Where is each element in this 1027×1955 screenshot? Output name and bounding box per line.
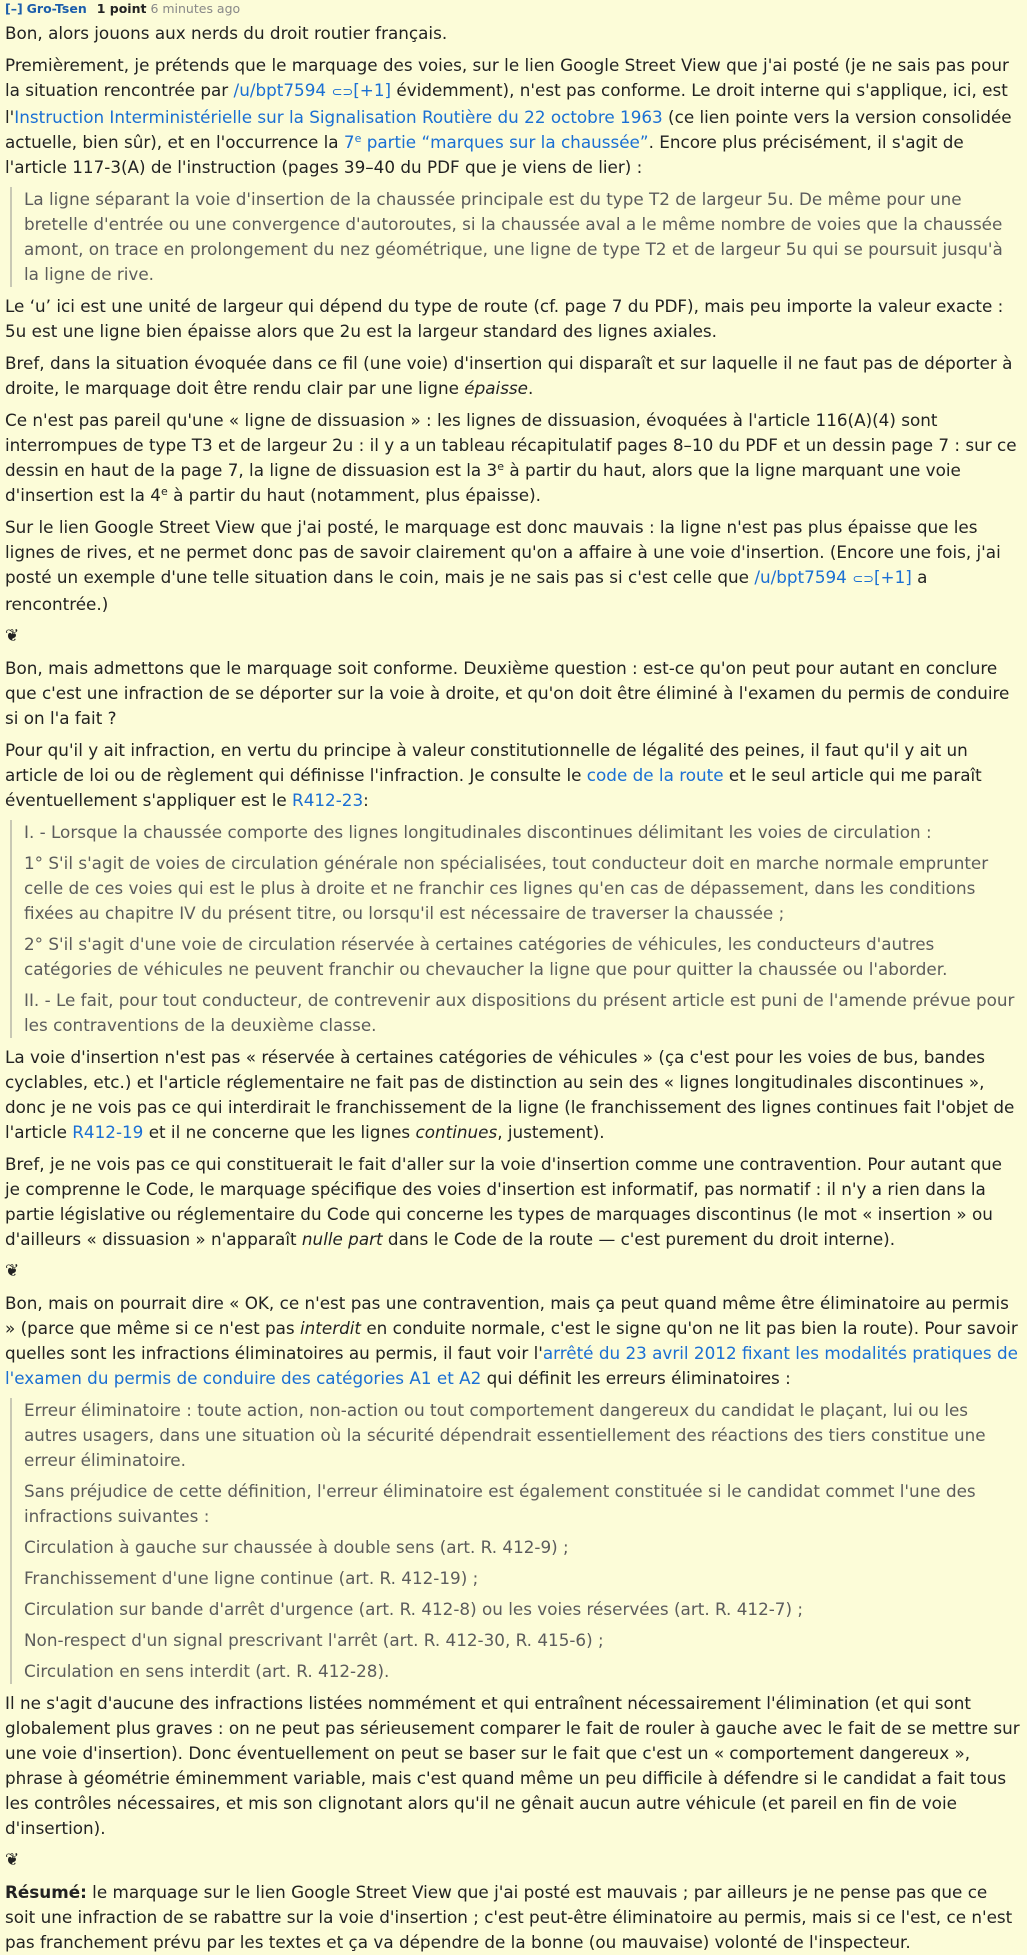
paragraph: Bon, alors jouons aux nerds du droit routier français. — [5, 23, 448, 43]
paragraph: Bon, mais admettons que le marquage soit conforme. Deuxième question : est-ce qu'on peut pour autant en conclure que c'est une infraction de se déporter sur la voie à droite, et qu'on doit être éliminé à l'examen du permis de conduire si on l'a fait ? — [5, 658, 1010, 728]
paragraph: Le ‘u’ ici est une unité de largeur qui dépend du type de route (cf. page 7 du PDF), mais peu importe la valeur exacte : 5u est une ligne bien épaisse alors que 2u est la largeur standard des lignes axiales. — [5, 296, 1004, 341]
paragraph: Pour qu'il y ait infraction, en vertu du principe à valeur constitutionnelle de légalité des peines, il faut qu'il y ait un article de loi ou de règlement qui définisse l'infraction. Je consulte le code de la route et le seul article qui me paraît éventuellement s'appliquer est le R412-23: — [5, 740, 982, 810]
fleuron-separator: ❦ — [5, 1850, 20, 1870]
tag-icon[interactable]: ⊂⊃ — [852, 572, 874, 587]
quote-paragraph: 2° S'il s'agit d'une voie de circulation réservée à certaines catégories de véhicules, les conducteurs d'autres catégories de véhicules ne peuvent franchir ou chevaucher la ligne que pour quitter la chaussée ou l'aborder. — [24, 934, 948, 979]
vote-tag-link[interactable]: [+1] — [874, 567, 912, 587]
quote-paragraph: 1° S'il s'agit de voies de circulation générale non spécialisées, tout conducteur doit en marche normale emprunter celle de ces voies qui est le plus à droite et ne franchir ces lignes qu'en cas de dépassement, dans les conditions fixées au chapitre IV du présent titre, ou lorsqu'il est nécessaire de traverser la chaussée ; — [24, 853, 989, 923]
paragraph: Bref, dans la situation évoquée dans ce fil (une voie) d'insertion qui disparaît et sur laquelle il ne faut pas de déporter à droite, le marquage doit être rendu clair par une ligne épaisse. — [5, 353, 1013, 398]
quote-paragraph: I. - Lorsque la chaussée comporte des lignes longitudinales discontinues délimitant les voies de circulation : — [24, 822, 932, 842]
score: 1 point — [96, 1, 147, 16]
paragraph: Il ne s'agit d'aucune des infractions listées nommément et qui entraînent nécessairement l'élimination (et qui sont globalement plus graves : on ne peut pas sérieusement comparer le fait de rouler à gauche avec le fait de se mettre sur une voie d'insertion). Donc éventuellement on peut se baser sur le fait que c'est un « comportement dangereux », phrase à géométrie éminemment variable, mais c'est quand même un peu difficile à défendre si le candidat a fait tous les contrôles nécessaires, et mis son clignotant alors qu'il ne gênait aucun autre véhicule (et pareil en fin de voie d'insertion). — [5, 1693, 1020, 1838]
author-link[interactable]: Gro-Tsen — [26, 1, 87, 16]
fleuron-separator: ❦ — [5, 1261, 20, 1281]
quote-paragraph: Sans préjudice de cette définition, l'erreur éliminatoire est également constituée si le candidat commet l'une des infractions suivantes : — [24, 1481, 976, 1526]
quote-block — [10, 187, 1022, 287]
user-link[interactable]: /u/bpt7594 — [754, 567, 847, 587]
paragraph: Bon, mais on pourrait dire « OK, ce n'est pas une contravention, mais ça peut quand même être éliminatoire au permis » (parce que même si ce n'est pas interdit en conduite normale, c'est le signe qu'on ne lit pas bien la route). Pour savoir quelles sont les infractions éliminatoires au permis, il faut voir l'arrêté du 23 avril 2012 fixant les modalités pratiques de l'examen du permis de conduire des catégories A1 et A2 qui définit les erreurs éliminatoires : — [5, 1293, 1018, 1388]
quote-paragraph: II. - Le fait, pour tout conducteur, de contrevenir aux dispositions du présent article est puni de l'amende prévue pour les contraventions de la deuxième classe. — [24, 990, 1015, 1035]
paragraph: Ce n'est pas pareil qu'une « ligne de dissuasion » : les lignes de dissuasion, évoquées à l'article 116(A)(4) sont interrompues de type T3 et de largeur 2u : il y a un tableau récapitulatif pages 8–10 du PDF et un dessin page 7 : sur ce dessin en haut de la page 7, la ligne de dissuasion est la 3e à partir du haut, alors que la ligne marquant une voie d'insertion est la 4e à partir du haut (notamment, plus épaisse). — [5, 410, 1017, 505]
arrete-link[interactable]: arrêté du 23 avril 2012 fixant les modalités pratiques de l'examen du permis de conduire des catégories A1 et A2 — [5, 1343, 1018, 1388]
fleuron-separator: ❦ — [5, 626, 20, 646]
paragraph: Sur le lien Google Street View que j'ai posté, le marquage est donc mauvais : la ligne n'est pas plus épaisse que les lignes de rives, et ne permet donc pas de savoir clairement qu'on a affaire à une voie d'insertion. (Encore une fois, j'ai posté un exemple d'une telle situation dans le coin, mais je ne sais pas si c'est celle que /u/bpt7594 ⊂⊃[+1] a rencontrée.) — [5, 517, 1001, 614]
quote-paragraph: La ligne séparant la voie d'insertion de la chaussée principale est du type T2 de largeur 5u. De même pour une bretelle d'entrée ou une convergence d'autoroutes, si la chaussée aval a le même nombre de voies que la chaussée amont, on trace en prolongement du nez géométrique, une ligne de type T2 et de largeur 5u qui se poursuit jusqu'à la ligne de rive. — [24, 189, 1003, 284]
timestamp: 6 minutes ago — [150, 1, 241, 16]
paragraph: Bref, je ne vois pas ce qui constituerait le fait d'aller sur la voie d'insertion comme une contravention. Pour autant que je comprenne le Code, le marquage spécifique des voies d'insertion est informatif, pas normatif : il n'y a rien dans la partie législative ou réglementaire du Code qui concerne les types de marquages discontinus (le mot « insertion » ou d'ailleurs « dissuasion » n'apparaît nulle part dans le Code de la route — c'est purement du droit interne). — [5, 1154, 1003, 1249]
summary-paragraph: Résumé: le marquage sur le lien Google Street View que j'ai posté est mauvais ; par ailleurs je ne pense pas que ce soit une infraction de se rabattre sur la voie d'insertion ; c'est peut-être éliminatoire au permis, mais si ce l'est, ce n'est pas franchement prévu par les textes et ça va dépendre de la bonne (ou mauvaise) volonté de l'inspecteur. — [5, 1882, 1013, 1952]
quote-block — [10, 1398, 1022, 1684]
quote-paragraph: Non-respect d'un signal prescrivant l'arrêt (art. R. 412-30, R. 415-6) ; — [24, 1630, 604, 1650]
quote-block — [10, 820, 1022, 1038]
comment-body — [5, 21, 1022, 1955]
paragraph: Premièrement, je prétends que le marquage des voies, sur le lien Google Street View que j'ai posté (je ne sais pas pour la situation rencontrée par /u/bpt7594 ⊂⊃[+1] évidemment), n'est pas conforme. Le droit interne qui s'applique, ici, est l'Instruction Interministérielle sur la Signalisation Routière du 22 octobre 1963 (ce lien pointe vers la version consolidée actuelle, bien sûr), et en l'occurrence la 7e partie “marques sur la chaussée”. Encore plus précisément, il s'agit de l'article 117-3(A) de l'instruction (pages 39–40 du PDF que je viens de lier) : — [5, 55, 1012, 177]
user-link[interactable]: /u/bpt7594 — [233, 80, 327, 100]
paragraph: La voie d'insertion n'est pas « réservée à certaines catégories de véhicules » (ça c'est pour les voies de bus, bandes cyclables, etc.) et l'article réglementaire ne fait pas de distinction au sein des « lignes longitudinales discontinues », donc je ne vois pas ce qui interdirait le franchissement de la ligne (le franchissement des lignes continues fait l'objet de l'article R412-19 et il ne concerne que les lignes continues, justement). — [5, 1047, 1015, 1142]
r412-23-link[interactable]: R412-23 — [292, 790, 364, 810]
quote-paragraph: Erreur éliminatoire : toute action, non-action ou tout comportement dangereux du candidat le plaçant, lui ou les autres usagers, dans une situation où la sécurité dépendrait essentiellement des réactions des tiers constitue une erreur éliminatoire. — [24, 1400, 986, 1470]
comment-header — [5, 0, 1022, 17]
code-route-link[interactable]: code de la route — [586, 765, 724, 785]
quote-paragraph: Circulation à gauche sur chaussée à double sens (art. R. 412-9) ; — [24, 1537, 569, 1557]
quote-paragraph: Franchissement d'une ligne continue (art. R. 412-19) ; — [24, 1568, 479, 1588]
r412-19-link[interactable]: R412-19 — [72, 1122, 144, 1142]
user-tag — [234, 80, 392, 100]
vote-tag-link[interactable]: [+1] — [353, 80, 392, 100]
quote-paragraph: Circulation en sens interdit (art. R. 412-28). — [24, 1661, 390, 1681]
instruction-link[interactable]: Instruction Interministérielle sur la Signalisation Routière du 22 octobre 1963 — [14, 107, 663, 127]
tag-icon[interactable]: ⊂⊃ — [331, 85, 354, 100]
quote-paragraph: Circulation sur bande d'arrêt d'urgence (art. R. 412-8) ou les voies réservées (art. R. 412-7) ; — [24, 1599, 804, 1619]
part7-link[interactable]: 7e partie “marques sur la chaussée” — [343, 132, 649, 152]
user-tag — [754, 567, 912, 587]
collapse-toggle[interactable]: [–] — [5, 1, 23, 16]
